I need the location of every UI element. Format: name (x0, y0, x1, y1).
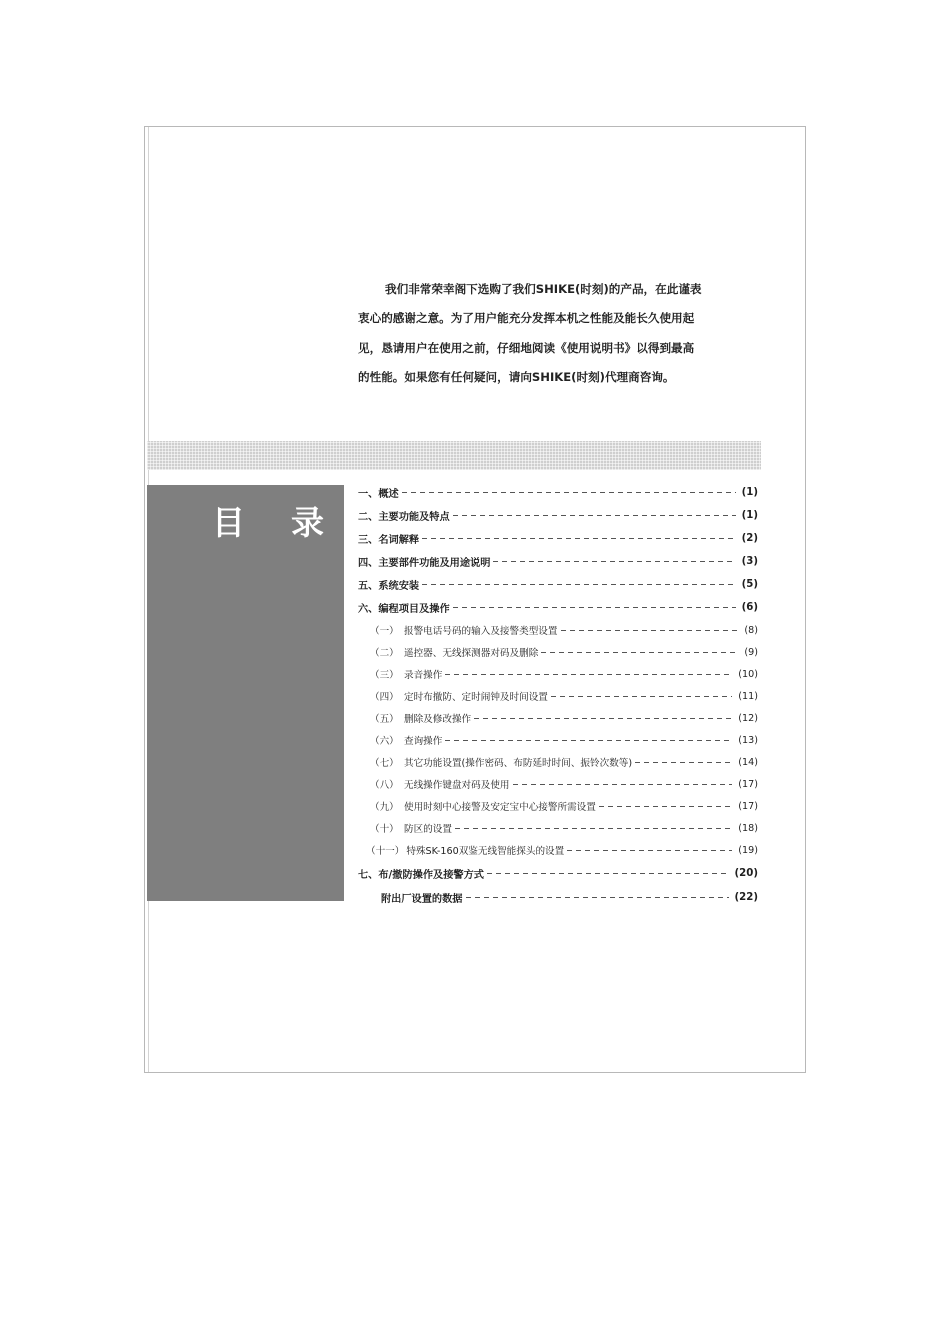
toc-entry[interactable] (358, 597, 758, 617)
toc-subentry[interactable] (370, 686, 758, 706)
toc-subentry-number: （九） (370, 802, 399, 813)
toc-subentry-label: 录音操作 (404, 670, 443, 681)
leader-dots (455, 828, 732, 829)
leader-dots (402, 492, 736, 493)
toc-entry[interactable] (358, 482, 758, 502)
toc-subentry-number: （一） (370, 626, 399, 637)
leader-dots (493, 561, 735, 562)
toc-subentry-label: 定时布撤防、定时闹钟及时间设置 (404, 692, 548, 703)
toc-title-char: 录 (291, 503, 324, 542)
toc-entry[interactable] (358, 528, 758, 548)
leader-dots (445, 740, 732, 741)
toc-subentry-number: （三） (370, 670, 399, 681)
toc-entry-label: 二、主要功能及特点 (358, 511, 450, 523)
leader-dots (466, 897, 729, 898)
toc-subentry-page: (17) (738, 778, 758, 790)
toc-subentry-page: (19) (738, 844, 758, 856)
toc-title (212, 497, 324, 544)
toc-subentry-page: (18) (738, 822, 758, 834)
toc-entry[interactable] (358, 574, 758, 594)
toc-subentry[interactable] (370, 730, 758, 750)
leader-dots (474, 718, 732, 719)
toc-subentry-number: （八） (370, 780, 399, 791)
leader-dots (541, 652, 738, 653)
toc-entry-page: (20) (734, 867, 758, 879)
toc-subentry-number: （六） (370, 736, 399, 747)
toc-subentry-label: 特殊SK-160双鉴无线智能探头的设置 (406, 846, 565, 857)
toc-entry[interactable] (381, 887, 758, 907)
toc-entry-page: (22) (734, 891, 758, 903)
toc-subentry-label: 查询操作 (404, 736, 443, 747)
leader-dots (599, 806, 732, 807)
intro-line: 我们非常荣幸阁下选购了我们SHIKE(时刻)的产品，在此谨表 (385, 282, 702, 296)
manual-page (144, 126, 806, 1073)
leader-dots (422, 584, 735, 585)
toc-subentry-page: (10) (738, 668, 758, 680)
toc-subentry[interactable] (366, 840, 758, 860)
toc-subentry[interactable] (370, 664, 758, 684)
toc-entry-label: 七、布/撤防操作及接警方式 (358, 869, 484, 881)
toc-entry-label: 一、概述 (358, 488, 399, 500)
intro-paragraph (358, 275, 758, 393)
toc-subentry-page: (9) (744, 646, 758, 658)
toc-title-char: 目 (212, 503, 245, 542)
toc-subentry-label: 其它功能设置(操作密码、布防延时时间、振铃次数等) (404, 758, 633, 769)
toc-entry-page: (6) (741, 601, 758, 613)
leader-dots (445, 674, 732, 675)
leader-dots (453, 607, 736, 608)
leader-dots (422, 538, 735, 539)
toc-subentry-number: （七） (370, 758, 399, 769)
toc-entry-label: 附出厂设置的数据 (381, 893, 463, 905)
toc-entry-label: 六、编程项目及操作 (358, 603, 450, 615)
leader-dots (567, 850, 732, 851)
toc-entry[interactable] (358, 505, 758, 525)
toc-title-block (147, 485, 344, 901)
toc-subentry-label: 遥控器、无线探测器对码及删除 (404, 648, 539, 659)
toc-subentry[interactable] (370, 796, 758, 816)
toc-subentry[interactable] (370, 708, 758, 728)
toc-subentry-page: (11) (738, 690, 758, 702)
toc-entry[interactable] (358, 551, 758, 571)
toc-subentry-page: (17) (738, 800, 758, 812)
toc-subentry[interactable] (370, 818, 758, 838)
intro-line: 衷心的感谢之意。为了用户能充分发挥本机之性能及能长久使用起 (358, 311, 695, 326)
toc-subentry[interactable] (370, 774, 758, 794)
toc-entry[interactable] (358, 863, 758, 883)
toc-entry-label: 五、系统安装 (358, 580, 420, 592)
toc-subentry-page: (13) (738, 734, 758, 746)
toc-subentry-label: 删除及修改操作 (404, 714, 472, 725)
toc-entry-label: 四、主要部件功能及用途说明 (358, 557, 491, 569)
leader-dots (635, 762, 732, 763)
toc-subentry[interactable] (370, 752, 758, 772)
toc-subentry-number: （四） (370, 692, 399, 703)
toc-entry-page: (5) (741, 578, 758, 590)
toc-subentry-number: （十一） (366, 846, 405, 857)
toc-subentry-label: 报警电话号码的输入及接警类型设置 (404, 626, 558, 637)
toc-subentry-number: （五） (370, 714, 399, 725)
toc-subentry[interactable] (370, 642, 758, 662)
decorative-halftone-band (147, 441, 761, 470)
toc-entry-page: (1) (741, 486, 758, 498)
toc-subentry-page: (14) (738, 756, 758, 768)
toc-entry-page: (2) (741, 532, 758, 544)
intro-line: 见，恳请用户在使用之前，仔细地阅读《使用说明书》以得到最高 (358, 340, 695, 355)
toc-subentry-page: (12) (738, 712, 758, 724)
toc-subentry[interactable] (370, 620, 758, 640)
toc-entry-page: (3) (741, 555, 758, 567)
leader-dots (551, 696, 732, 697)
toc-subentry-label: 使用时刻中心接警及安定宝中心接警所需设置 (404, 802, 596, 813)
toc-subentry-label: 无线操作键盘对码及使用 (404, 780, 510, 791)
leader-dots (453, 515, 736, 516)
toc-entry-label: 三、名词解释 (358, 534, 420, 546)
toc-subentry-number: （十） (370, 824, 399, 835)
leader-dots (561, 630, 739, 631)
toc-subentry-page: (8) (744, 624, 758, 636)
toc-subentry-label: 防区的设置 (404, 824, 452, 835)
leader-dots (487, 873, 729, 874)
leader-dots (513, 784, 733, 785)
toc-subentry-number: （二） (370, 648, 399, 659)
intro-line: 的性能。如果您有任何疑问，请向SHIKE(时刻)代理商咨询。 (358, 370, 675, 385)
toc-entry-page: (1) (741, 509, 758, 521)
